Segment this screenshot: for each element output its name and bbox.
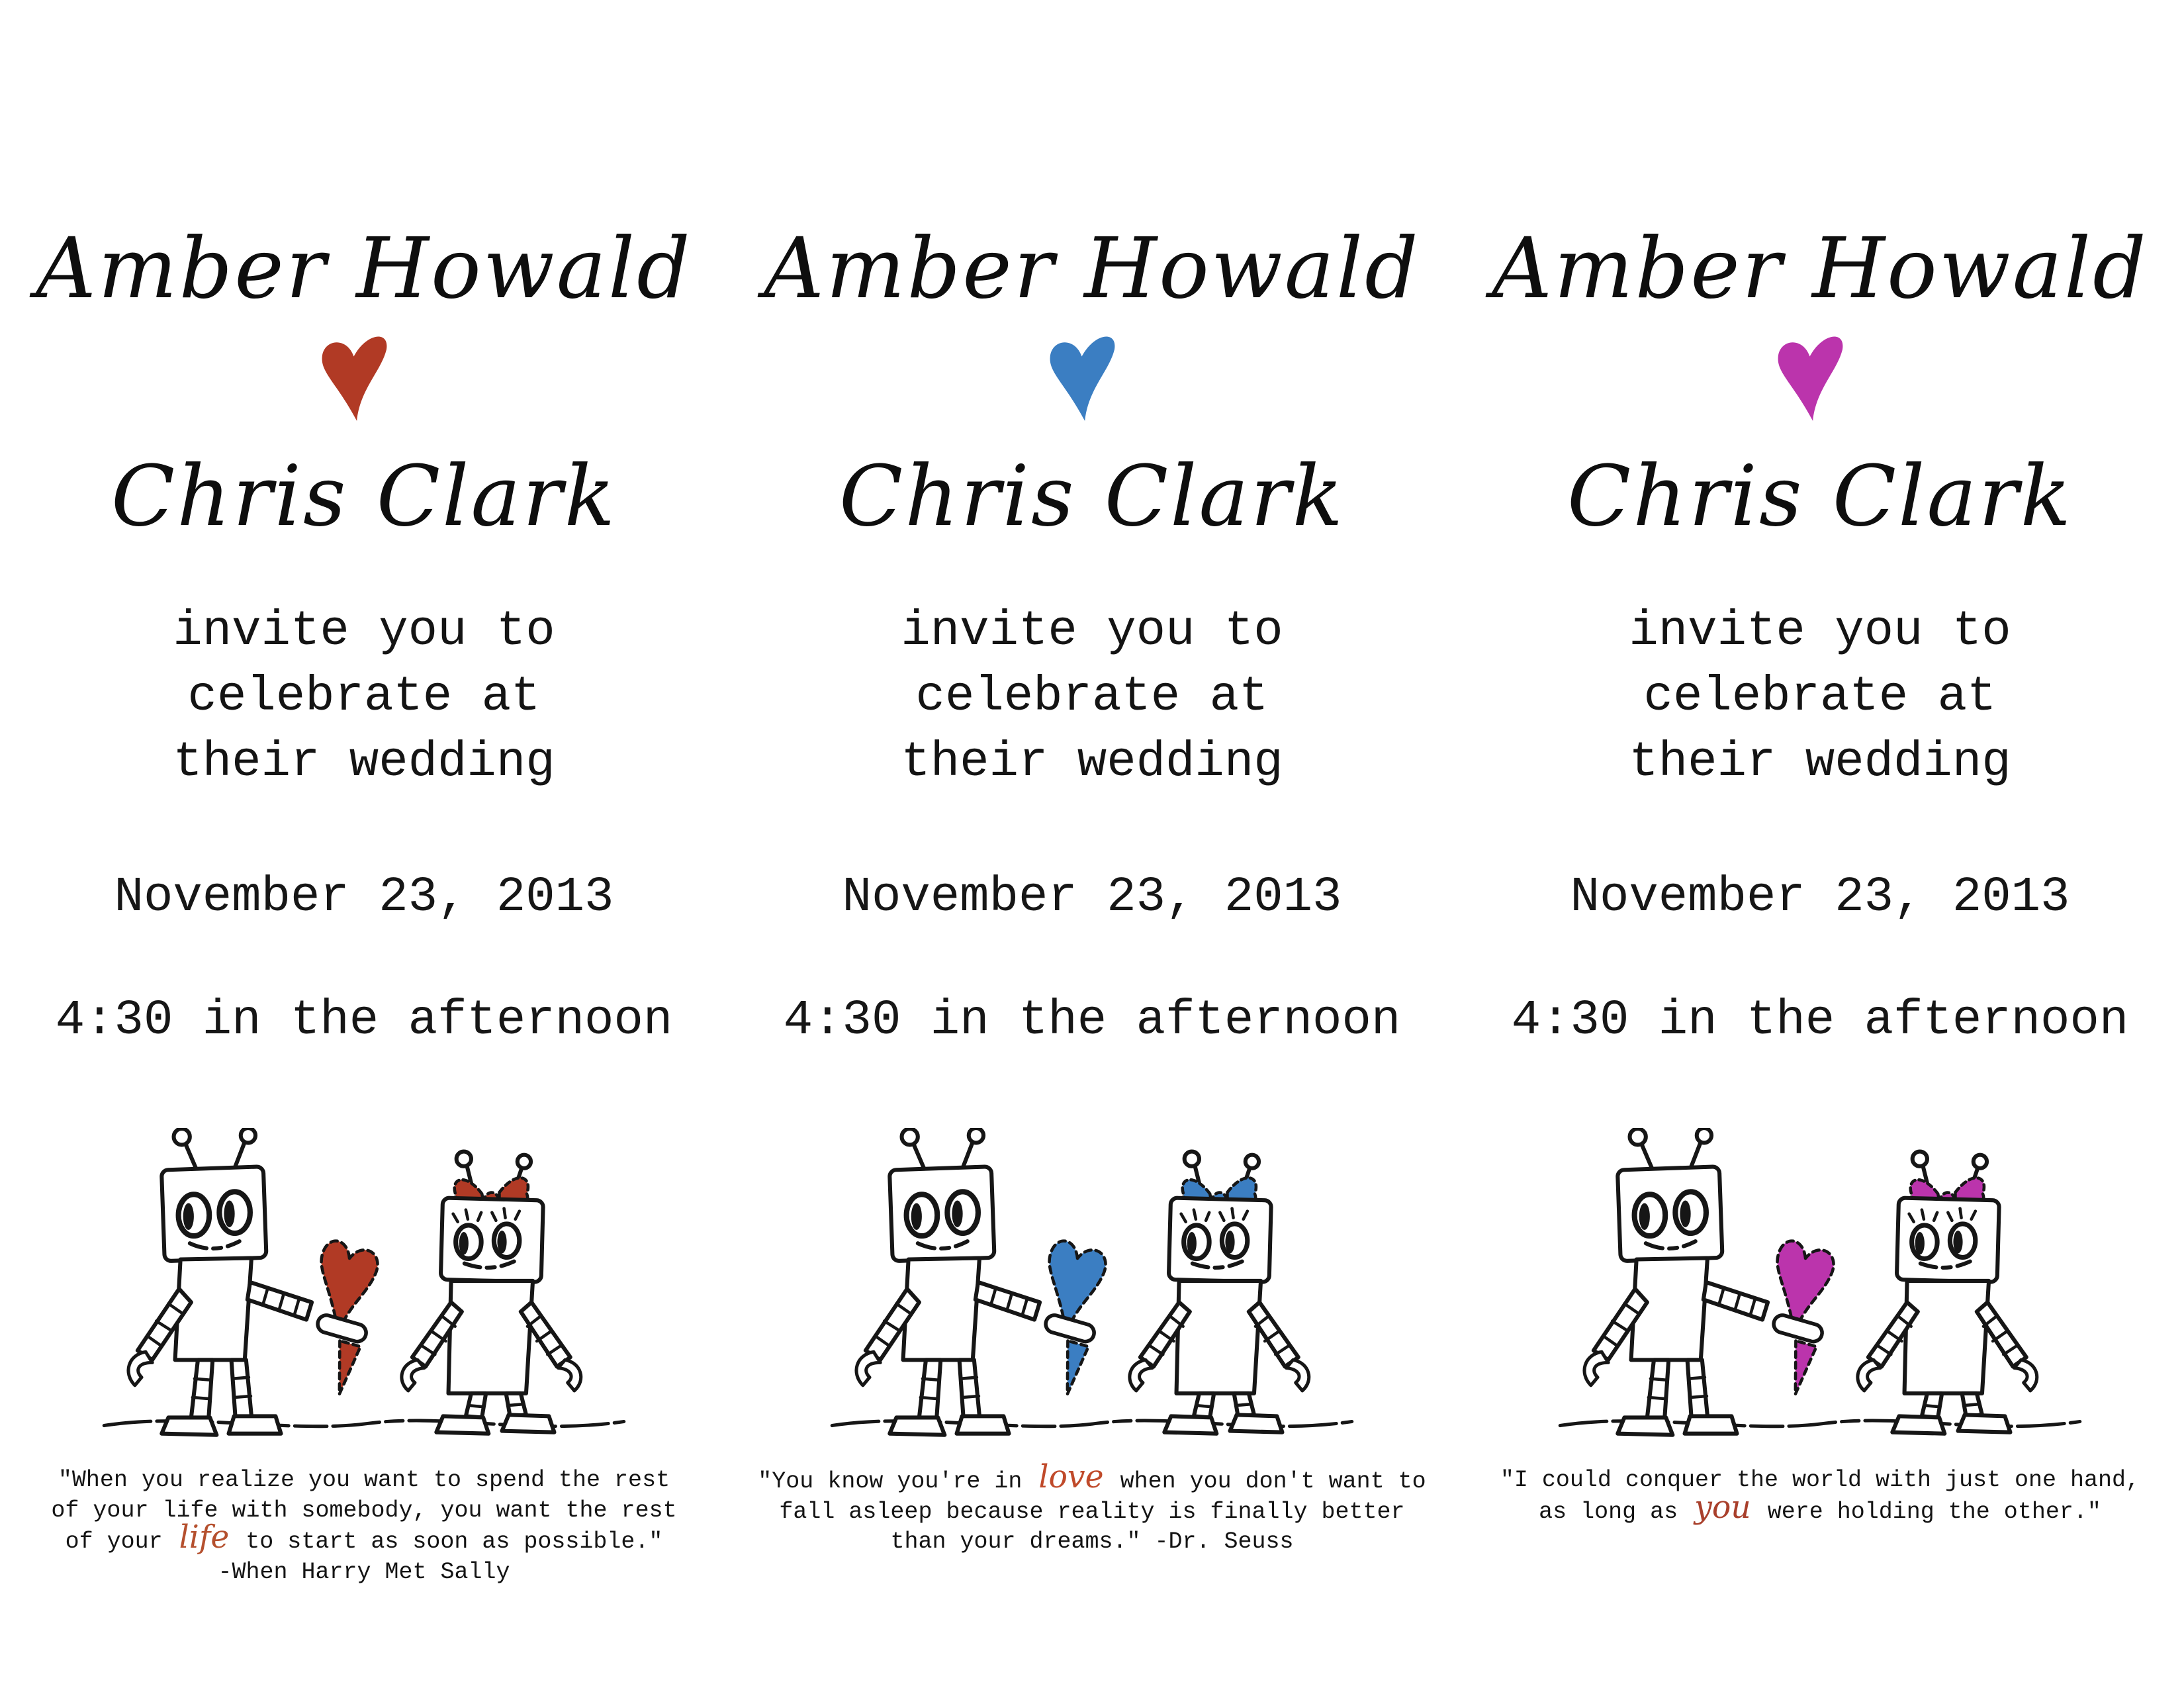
quote-text: "When you realize you want to spend the rest: [58, 1467, 670, 1494]
groom-name: Chris Clark: [839, 447, 1345, 545]
quote-line: [758, 1459, 1426, 1497]
quote-text: of your life with somebody, you want the rest: [51, 1497, 677, 1524]
invitation-card-rust: [0, 0, 728, 1688]
heart-wrap: [1036, 322, 1148, 434]
quote-line: [51, 1558, 676, 1588]
robot-bride: [402, 1152, 581, 1434]
quote-line: [758, 1497, 1426, 1528]
robot-couple-illustration: [817, 1128, 1367, 1443]
invite-line: their wedding: [173, 734, 555, 790]
wedding-date: November 23, 2013: [842, 870, 1342, 926]
wedding-date: November 23, 2013: [1570, 870, 2070, 926]
mitten-heart-icon: [1037, 1239, 1109, 1397]
quote-text: -When Harry Met Sally: [218, 1558, 510, 1585]
quote: [758, 1459, 1426, 1558]
invite-line: invite you to: [901, 603, 1283, 659]
quote: [51, 1466, 676, 1587]
mitten-heart-icon: [309, 1239, 381, 1397]
invitation-card-blue: [728, 0, 1456, 1688]
mitten-heart-icon: [1765, 1239, 1837, 1397]
quote: [1500, 1466, 2140, 1527]
invitation-card-magenta: [1456, 0, 2184, 1688]
quote-text: were holding the other.": [1753, 1498, 2101, 1525]
quote-text: of your: [65, 1528, 177, 1556]
invite-line: celebrate at: [915, 669, 1269, 725]
heart-icon: [308, 322, 420, 434]
quote-text: than your dreams." -Dr. Seuss: [890, 1528, 1294, 1556]
wedding-time: 4:30 in the afternoon: [783, 993, 1401, 1049]
invite-text: [901, 599, 1283, 796]
quote-accent-word: life: [179, 1519, 230, 1556]
wedding-time: 4:30 in the afternoon: [55, 993, 673, 1049]
robot-bride: [1858, 1152, 2037, 1434]
quote-accent-word: you: [1694, 1489, 1751, 1526]
wedding-date: November 23, 2013: [114, 870, 614, 926]
bride-name: Amber Howald: [764, 220, 1420, 317]
invite-line: invite you to: [173, 603, 555, 659]
robot-couple-illustration: [89, 1128, 639, 1443]
invite-line: their wedding: [1629, 734, 2011, 790]
invite-line: celebrate at: [1643, 669, 1997, 725]
robot-bride: [1130, 1152, 1309, 1434]
bride-name: Amber Howald: [36, 220, 692, 317]
bride-name: Amber Howald: [1492, 220, 2148, 317]
quote-text: to start as soon as possible.": [232, 1528, 663, 1556]
robots-illustration: [1545, 1128, 2095, 1443]
heart-icon: [1764, 322, 1876, 434]
robots-illustration: [89, 1128, 639, 1443]
heart-wrap: [308, 322, 420, 434]
robot-couple-illustration: [1545, 1128, 2095, 1443]
heart-wrap: [1764, 322, 1876, 434]
groom-name: Chris Clark: [1567, 447, 2073, 545]
quote-text: "You know you're in: [758, 1468, 1036, 1495]
quote-line: [51, 1519, 676, 1558]
groom-name: Chris Clark: [111, 447, 617, 545]
quote-line: [51, 1466, 676, 1496]
robots-illustration: [817, 1128, 1367, 1443]
quote-line: [51, 1496, 676, 1526]
invite-line: invite you to: [1629, 603, 2011, 659]
quote-line: [758, 1527, 1426, 1558]
robot-groom: [128, 1128, 312, 1435]
quote-text: as long as: [1539, 1498, 1692, 1525]
quote-text: "I could conquer the world with just one hand,: [1500, 1467, 2140, 1494]
robot-groom: [856, 1128, 1040, 1435]
heart-icon: [1036, 322, 1148, 434]
quote-text: when you don't want to: [1106, 1468, 1426, 1495]
invite-text: [1629, 599, 2011, 796]
quote-accent-word: love: [1038, 1459, 1104, 1496]
wedding-time: 4:30 in the afternoon: [1511, 993, 2129, 1049]
invite-line: their wedding: [901, 734, 1283, 790]
quote-text: fall asleep because reality is finally better: [779, 1498, 1405, 1525]
quote-line: [1500, 1489, 2140, 1528]
invite-line: celebrate at: [187, 669, 541, 725]
invite-text: [173, 599, 555, 796]
robot-groom: [1584, 1128, 1768, 1435]
quote-line: [1500, 1466, 2140, 1496]
